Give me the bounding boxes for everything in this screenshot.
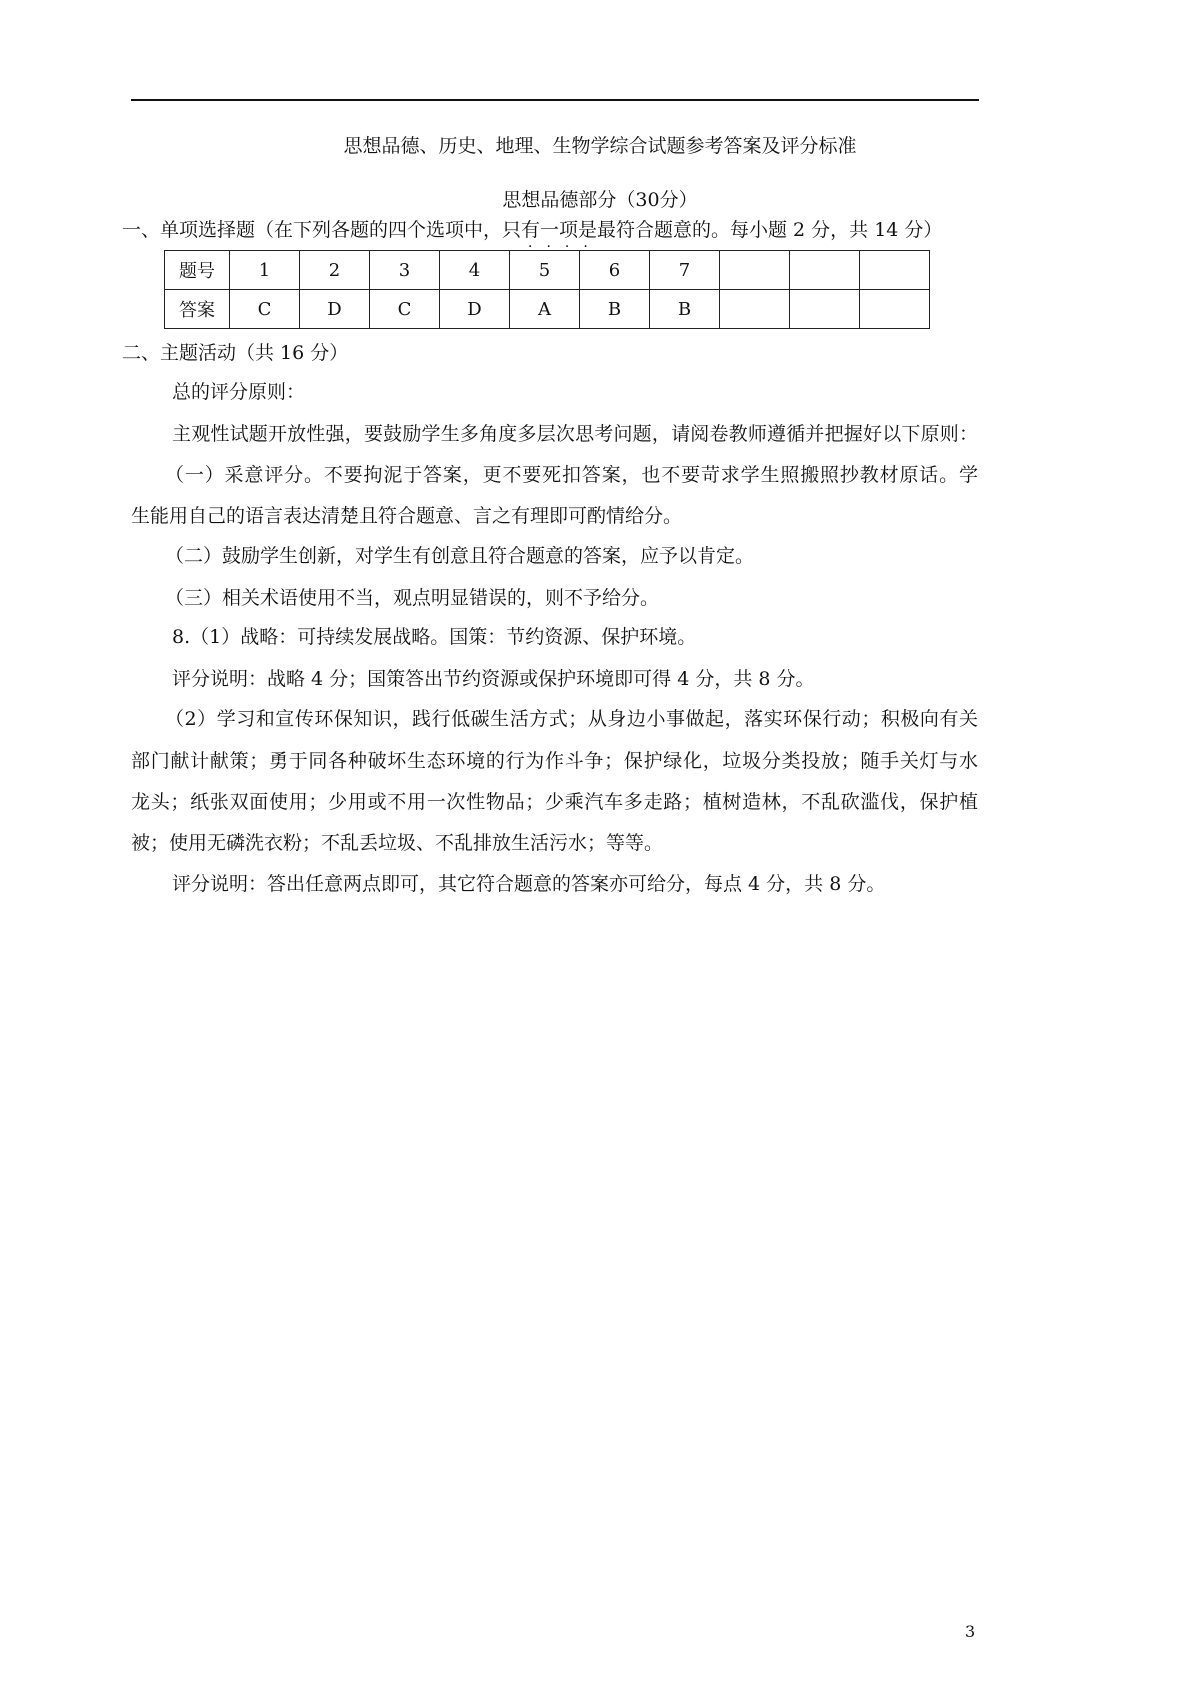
text-line: 生能用自己的语言表达清楚且符合题意、言之有理即可酌情给分。 <box>131 505 683 527</box>
table-row-answers <box>165 290 930 329</box>
question-number: 6 <box>580 251 650 290</box>
question-number: 1 <box>230 251 300 290</box>
question-number: 3 <box>370 251 440 290</box>
empty-cell <box>790 251 860 290</box>
text-line: （2）学习和宣传环保知识，践行低碳生活方式；从身边小事做起，落实环保行动；积极向有关 <box>165 708 978 730</box>
question-number: 7 <box>650 251 720 290</box>
table-row-numbers <box>165 251 930 290</box>
text-line: 8.（1）战略：可持续发展战略。国策：节约资源、保护环境。 <box>172 626 697 648</box>
section1-heading: 一、单项选择题（在下列各题的四个选项中，只有一项是最符合题意的。每小题 2 分，共 14 分） <box>122 219 943 241</box>
answer-header: 答案 <box>165 290 230 329</box>
empty-cell <box>860 251 930 290</box>
answer-cell: D <box>440 290 510 329</box>
text-line: （一）采意评分。不要拘泥于答案，更不要死扣答案，也不要苛求学生照搬照抄教材原话。学 <box>165 464 978 486</box>
document-title: 思想品德、历史、地理、生物学综合试题参考答案及评分标准 <box>343 135 857 157</box>
empty-cell <box>860 290 930 329</box>
emphasis-dots: ···· <box>528 239 602 255</box>
answer-cell: B <box>650 290 720 329</box>
row-header: 题号 <box>165 251 230 290</box>
answer-cell: C <box>230 290 300 329</box>
section2-heading: 二、主题活动（共 16 分） <box>122 342 349 364</box>
text-line: 评分说明：答出任意两点即可，其它符合题意的答案亦可给分，每点 4 分，共 8 分。 <box>172 873 886 895</box>
answer-cell: D <box>300 290 370 329</box>
header-rule <box>131 99 979 101</box>
section-subtitle: 思想品德部分（30分） <box>502 189 698 211</box>
empty-cell <box>720 290 790 329</box>
text-line: （三）相关术语使用不当，观点明显错误的，则不予给分。 <box>165 587 660 609</box>
text-line: 主观性试题开放性强，要鼓励学生多角度多层次思考问题，请阅卷教师遵循并把握好以下原则： <box>172 423 978 445</box>
question-number: 4 <box>440 251 510 290</box>
answer-cell: B <box>580 290 650 329</box>
answer-table <box>164 250 930 329</box>
empty-cell <box>720 251 790 290</box>
text-line: 龙头；纸张双面使用；少用或不用一次性物品；少乘汽车多走路；植树造林，不乱砍滥伐，保护植 <box>131 791 978 813</box>
text-line: 部门献计献策；勇于同各种破坏生态环境的行为作斗争；保护绿化，垃圾分类投放；随手关灯与水 <box>131 750 978 772</box>
page-number: 3 <box>965 1622 976 1641</box>
question-number: 2 <box>300 251 370 290</box>
answer-cell: A <box>510 290 580 329</box>
empty-cell <box>790 290 860 329</box>
question-number: 5 <box>510 251 580 290</box>
text-line: （二）鼓励学生创新，对学生有创意且符合题意的答案，应予以肯定。 <box>165 545 755 567</box>
answer-cell: C <box>370 290 440 329</box>
text-line: 被；使用无磷洗衣粉；不乱丢垃圾、不乱排放生活污水；等等。 <box>131 832 664 854</box>
text-line: 评分说明：战略 4 分；国策答出节约资源或保护环境即可得 4 分，共 8 分。 <box>172 668 815 690</box>
text-line: 总的评分原则： <box>172 381 306 403</box>
